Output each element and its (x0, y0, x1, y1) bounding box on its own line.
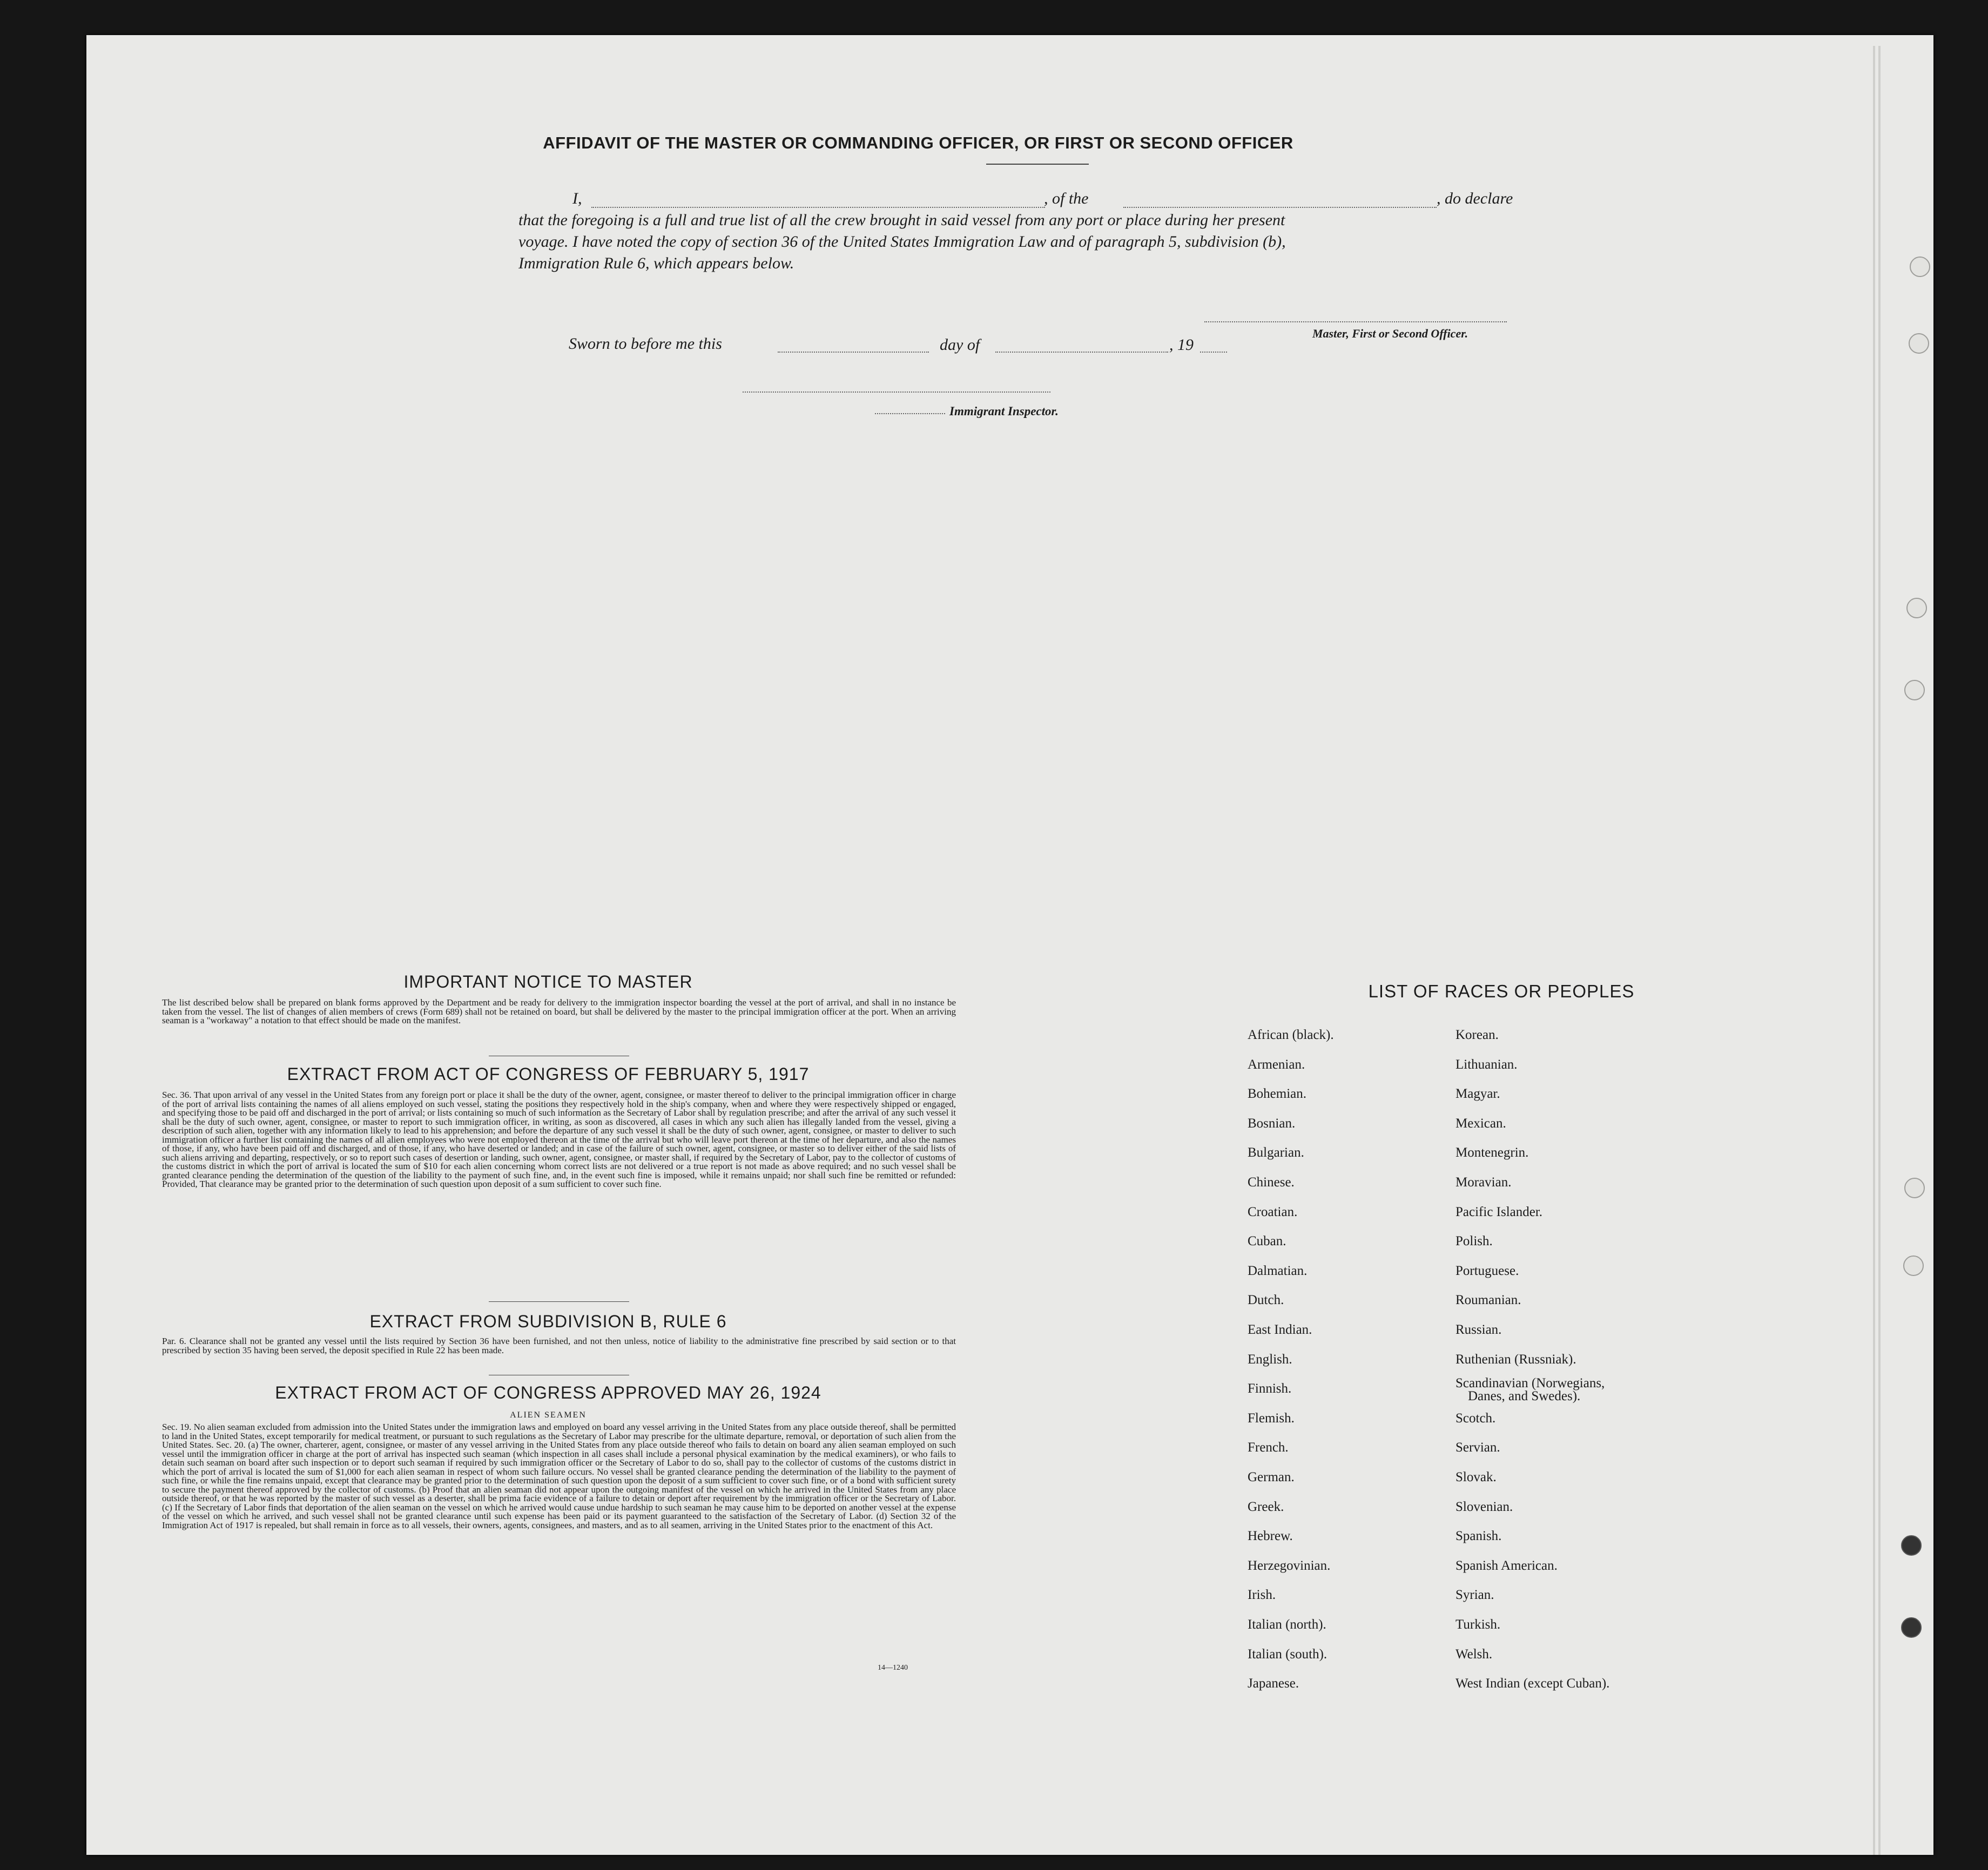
race-right-item: Lithuanian. (1455, 1057, 1518, 1072)
affidavit-title: AFFIDAVIT OF THE MASTER OR COMMANDING OFFICER, OR FIRST OR SECOND OFFICER (543, 133, 1293, 152)
affidavit-i-label: I, (572, 190, 582, 207)
race-left-item: Flemish. (1248, 1411, 1295, 1426)
day-of-label: day of (940, 336, 980, 354)
sworn-label: Sworn to before me this (569, 335, 722, 353)
race-right-item: Ruthenian (Russniak). (1455, 1352, 1576, 1367)
notice-body: The list described below shall be prepared on blank forms approved by the Department and be ready for delivery to the immigration inspector boarding the vessel at the port of arrival, and shall in no instance be taken from the vessel. The list of changes of alien members of crews (Form 689) shall not be retained on board, but shall be delivered by the master to the principal immigration officer at the port. When an arriving seaman is a "workaway" a notation to that effect should be made on the manifest. (162, 997, 956, 1025)
race-left-item: Cuban. (1248, 1234, 1286, 1248)
race-right-item: Montenegrin. (1455, 1145, 1529, 1160)
extract-1917-divider (489, 1301, 629, 1302)
race-left-item: Finnish. (1248, 1381, 1292, 1396)
race-left-item: Croatian. (1248, 1205, 1298, 1219)
race-right-item: Roumanian. (1455, 1293, 1521, 1307)
race-right-item: Turkish. (1455, 1617, 1501, 1632)
race-right-item: Slovak. (1455, 1470, 1497, 1484)
vessel-blank[interactable] (1123, 207, 1437, 208)
inspector-signature-dots (875, 413, 945, 414)
race-left-item: French. (1248, 1440, 1289, 1455)
extract-1924-body: Sec. 19. No alien seaman excluded from admission into the United States under the immigration laws and employed on board any vessel arriving in the United States from any place outside thereof, shall be permitted to land in the United States, except temporarily for medical treatment, or pursuant to such regulations as the Secretary of Labor may prescribe for the ultimate departure, removal, or deportation of such alien from the United States. Sec. 20. (a) The owner, charterer, agent, consignee, or master of any vessel arriving in the United States from any place outside thereof who fails to detain on board any alien seaman employed on such vessel until the immigration officer in charge at the port of arrival has inspected such seaman (which inspection in all cases shall include a personal physical examination by the medical examiners), or who fails to detain such seaman on board after such inspection or to deport such seaman if required by such immigration officer or the Secretary of Labor to do so, shall pay to the collector of customs of the customs district in which the port of arrival is located the sum of $1,000 for each alien seaman in respect of whom such failure occurs. No vessel shall be granted clearance pending the determination of the liability to the payment of such fine, or while the fine remains unpaid, except that clearance may be granted prior to the determination of such question upon the deposit of a sum sufficient to cover such fine, or of a bond with sufficient surety to secure the payment thereof approved by the collector of customs. (b) Proof that an alien seaman did not appear upon the outgoing manifest of the vessel on which he arrived in the United States from any place outside thereof, or that he was reported by the master of such vessel as a deserter, shall be prima facie evidence of a failure to detain or deport after requirement by the immigration officer or the Secretary of Labor. (c) If the Secretary of Labor finds that deportation of the alien seaman on the vessel on which he arrived would cause undue hardship to such seaman he may cause him to be deported on another vessel at the expense of the vessel on which he arrived, and such vessel shall not be granted clearance until such expense has been paid or its payment guaranteed to the satisfaction of the Secretary of Labor. (d) Section 32 of the Immigration Act of 1917 is repealed, but shall remain in force as to all vessels, their owners, agents, consignees, and masters, and as to all seamen, arriving in the United States prior to the enactment of this Act. (162, 1422, 956, 1530)
race-right-item: Syrian. (1455, 1588, 1494, 1602)
binder-hole (1901, 1535, 1922, 1556)
race-left-item: German. (1248, 1470, 1295, 1484)
race-left-item: Dalmatian. (1248, 1264, 1308, 1278)
sworn-year-blank[interactable] (1200, 352, 1227, 353)
race-right-item: Danes, and Swedes). (1468, 1389, 1581, 1403)
race-right-item: Slovenian. (1455, 1500, 1513, 1514)
master-signature-line[interactable] (1204, 321, 1507, 322)
inspector-signature-line[interactable] (743, 391, 1050, 393)
race-left-item: African (black). (1248, 1028, 1334, 1042)
race-right-item: Pacific Islander. (1455, 1205, 1543, 1219)
title-divider (986, 164, 1089, 165)
race-left-item: Bosnian. (1248, 1116, 1296, 1131)
race-right-item: Servian. (1455, 1440, 1500, 1455)
race-right-item: West Indian (except Cuban). (1455, 1676, 1610, 1691)
race-left-item: Greek. (1248, 1500, 1284, 1514)
sworn-month-blank[interactable] (995, 352, 1168, 353)
race-right-item: Welsh. (1455, 1647, 1493, 1662)
affidavit-do-declare-label: , do declare (1437, 190, 1513, 207)
page-edge (1873, 46, 1875, 1855)
race-left-item: English. (1248, 1352, 1292, 1367)
binder-hole (1910, 256, 1930, 277)
affidavit-line-3: voyage. I have noted the copy of section 36 of the United States Immigration Law and of paragraph 5, subdivision (b), (518, 233, 1286, 251)
races-title: LIST OF RACES OR PEOPLES (1368, 981, 1635, 1001)
extract-1917-title: EXTRACT FROM ACT OF CONGRESS OF FEBRUARY 5, 1917 (287, 1064, 810, 1084)
binder-hole (1904, 680, 1925, 700)
race-left-item: Japanese. (1248, 1676, 1299, 1691)
binder-hole (1909, 333, 1929, 354)
binder-hole (1903, 1255, 1924, 1276)
affidavit-line-2: that the foregoing is a full and true list of all the crew brought in said vessel from any port or place during her present (518, 211, 1285, 229)
form-number: 14—1240 (878, 1664, 908, 1672)
binder-hole (1901, 1617, 1922, 1638)
race-right-item: Korean. (1455, 1028, 1499, 1042)
page-edge (1878, 46, 1881, 1855)
race-left-item: Hebrew. (1248, 1529, 1293, 1543)
inspector-caption: Immigrant Inspector. (949, 404, 1059, 418)
race-right-item: Portuguese. (1455, 1264, 1519, 1278)
race-left-item: Armenian. (1248, 1057, 1305, 1072)
affidavit-of-the-label: , of the (1044, 190, 1089, 207)
race-right-item: Mexican. (1455, 1116, 1506, 1131)
race-left-item: Italian (north). (1248, 1617, 1326, 1632)
binder-hole (1904, 1178, 1925, 1198)
binder-hole (1906, 598, 1927, 618)
master-signature-caption: Master, First or Second Officer. (1312, 327, 1468, 340)
document-page (86, 35, 1933, 1855)
subdivision-title: EXTRACT FROM SUBDIVISION B, RULE 6 (369, 1312, 727, 1331)
race-right-item: Polish. (1455, 1234, 1493, 1248)
name-blank[interactable] (591, 207, 1045, 208)
race-left-item: Dutch. (1248, 1293, 1284, 1307)
race-left-item: Italian (south). (1248, 1647, 1327, 1662)
year-label: , 19 (1169, 336, 1194, 354)
race-right-item: Spanish American. (1455, 1558, 1558, 1573)
race-left-item: Bulgarian. (1248, 1145, 1304, 1160)
sworn-day-blank[interactable] (778, 352, 929, 353)
notice-title: IMPORTANT NOTICE TO MASTER (403, 972, 693, 991)
race-right-item: Scotch. (1455, 1411, 1496, 1426)
subdivision-body: Par. 6. Clearance shall not be granted any vessel until the lists required by Section 36 have been furnished, and not then unless, notice of liability to the administrative fine prescribed by said section or to that prescribed by section 35 having been served, the deposit specified in Rule 22 has been made. (162, 1336, 956, 1355)
affidavit-line-4: Immigration Rule 6, which appears below. (518, 254, 794, 272)
race-left-item: East Indian. (1248, 1322, 1312, 1337)
extract-1924-subtitle: ALIEN SEAMEN (510, 1410, 587, 1420)
race-left-item: Chinese. (1248, 1175, 1295, 1190)
race-right-item: Magyar. (1455, 1086, 1500, 1101)
race-right-item: Moravian. (1455, 1175, 1512, 1190)
race-left-item: Irish. (1248, 1588, 1276, 1602)
race-right-item: Russian. (1455, 1322, 1502, 1337)
extract-1924-title: EXTRACT FROM ACT OF CONGRESS APPROVED MAY 26, 1924 (275, 1383, 821, 1402)
race-left-item: Herzegovinian. (1248, 1558, 1331, 1573)
extract-1917-body: Sec. 36. That upon arrival of any vessel in the United States from any foreign port or place it shall be the duty of the owner, agent, consignee, or master thereof to deliver to the principal immigration officer in charge of the port of arrival lists containing the names of all aliens employed on such vessel, stating the positions they respectively hold in the ship's company, when and where they were respectively shipped or engaged, and specifying those to be paid off and discharged in the port of arrival; or lists containing so much of such information as the Secretary of Labor shall by regulation prescribe; and after the arrival of any such vessel it shall be the duty of such owner, agent, consignee, or master to report to such immigration officer, in writing, as soon as discovered, all cases in which any such alien has illegally landed from the vessel, giving a description of such alien, together with any information likely to lead to his apprehension; and before the departure of any such vessel it shall be the duty of such owner, agent, consignee, or master to deliver to such immigration officer a further list containing the names of all alien employees who were not employed thereon at the time of the arrival but who will leave port thereon at the time of her departure, and also the names of those, if any, who have been paid off and discharged, and of those, if any, who have deserted or landed; and in case of the failure of such owner, agent, consignee, or master so to deliver either of the said lists of such aliens arriving and departing, respectively, or so to report such cases of desertion or landing, such owner, agent, consignee, or master shall, if required by the Secretary of Labor, pay to the collector of customs of the customs district in which the port of arrival is located the sum of $10 for each alien concerning whom correct lists are not delivered or a true report is not made as above required; and no such vessel shall be granted clearance pending the determination of the question of the liability to the payment of such fine, and, in the event such fine is imposed, while it remains unpaid; nor shall such fine be remitted or refunded: Provided, That clearance may be granted prior to the determination of such question upon deposit of a sum sufficient to cover such fine. (162, 1090, 956, 1189)
race-left-item: Bohemian. (1248, 1086, 1307, 1101)
race-right-item: Spanish. (1455, 1529, 1502, 1543)
race-right-item: Scandinavian (Norwegians, (1455, 1376, 1605, 1390)
